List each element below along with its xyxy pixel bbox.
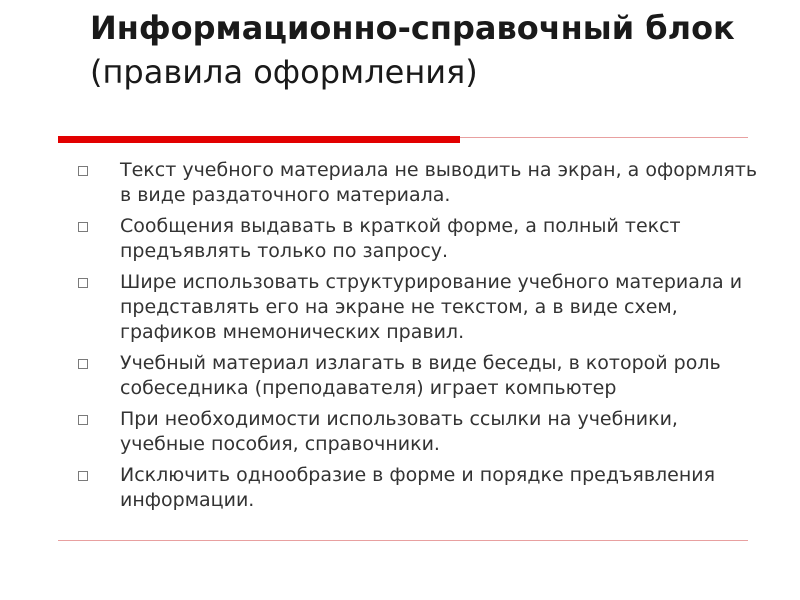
hollow-square-icon <box>78 166 88 176</box>
list-item <box>78 158 768 208</box>
hollow-square-icon <box>78 278 88 288</box>
title-divider-accent <box>58 136 460 143</box>
list-item <box>78 351 768 401</box>
list-item-text: Исключить однообразие в форме и порядке предъявления информации. <box>120 464 716 511</box>
hollow-square-icon <box>78 415 88 425</box>
bullet-list <box>78 158 768 519</box>
list-item-text: Учебный материал излагать в виде беседы, в которой роль собеседника (преподавателя) играет компьютер <box>120 352 721 399</box>
list-item-text: Сообщения выдавать в краткой форме, а полный текст предъявлять только по запросу. <box>120 215 681 262</box>
list-item <box>78 407 768 457</box>
hollow-square-icon <box>78 222 88 232</box>
slide-title-bold: Информационно-справочный блок <box>90 9 735 47</box>
list-item <box>78 270 768 345</box>
list-item-text: Шире использовать структурирование учебного материала и представлять его на экране не текстом, а в виде схем, графиков мнемонических правил. <box>120 271 743 343</box>
slide-title-subtitle: (правила оформления) <box>90 53 478 91</box>
hollow-square-icon <box>78 471 88 481</box>
list-item-text: При необходимости использовать ссылки на учебники, учебные пособия, справочники. <box>120 408 678 455</box>
list-item <box>78 463 768 513</box>
list-item-text: Текст учебного материала не выводить на экран, а оформлять в виде раздаточного материала. <box>120 159 758 206</box>
list-item <box>78 214 768 264</box>
footer-divider <box>58 540 748 541</box>
hollow-square-icon <box>78 359 88 369</box>
slide-title <box>90 6 750 94</box>
